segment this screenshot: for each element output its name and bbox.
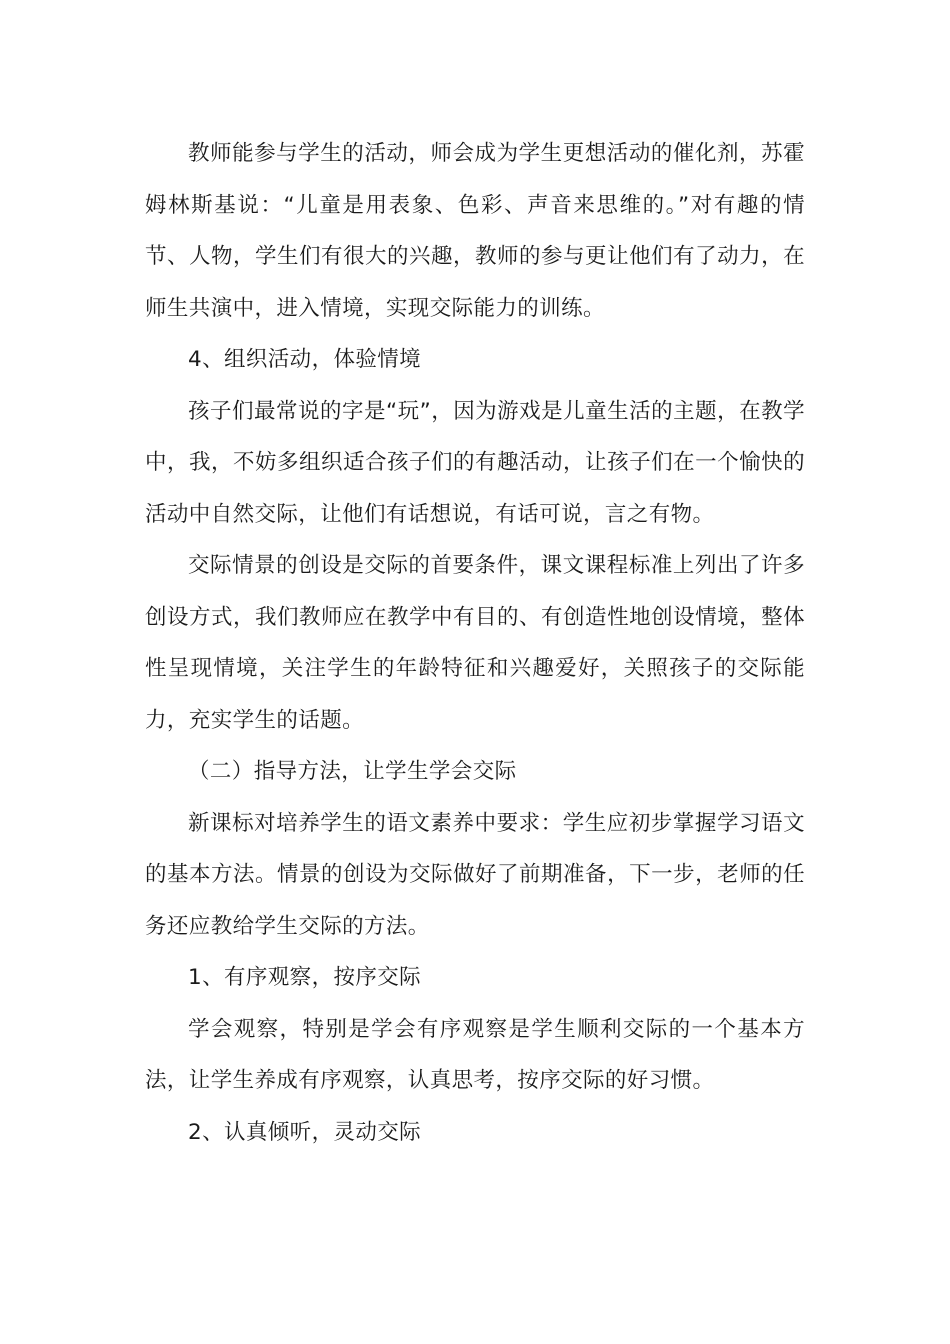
document-body bbox=[145, 128, 805, 1158]
section-heading: （二）指导方法，让学生学会交际 bbox=[188, 759, 517, 784]
section-heading: 2、认真倾听，灵动交际 bbox=[188, 1119, 422, 1145]
paragraph: 孩子们最常说的字是“玩”，因为游戏是儿童生活的主题，在教学中，我，不妨多组织适合孩子们的有趣活动，让孩子们在一个愉快的活动中自然交际，让他们有话想说，有话可说，言之有物。 bbox=[145, 398, 805, 527]
section-heading: 1、有序观察，按序交际 bbox=[188, 965, 422, 990]
paragraph: 学会观察，特别是学会有序观察是学生顺利交际的一个基本方法，让学生养成有序观察，认真思考，按序交际的好习惯。 bbox=[145, 1016, 805, 1093]
paragraph: 交际情景的创设是交际的首要条件，课文课程标准上列出了许多创设方式，我们教师应在教学中有目的、有创造性地创设情境，整体性呈现情境，关注学生的年龄特征和兴趣爱好，关照孩子的交际能力，充实学生的话题。 bbox=[145, 553, 805, 733]
section-heading: 4、组织活动，体验情境 bbox=[188, 347, 422, 372]
paragraph: 新课标对培养学生的语文素养中要求：学生应初步掌握学习语文的基本方法。情景的创设为交际做好了前期准备，下一步，老师的任务还应教给学生交际的方法。 bbox=[145, 810, 805, 939]
paragraph: 教师能参与学生的活动，师会成为学生更想活动的催化剂，苏霍姆林斯基说：“儿童是用表象、色彩、声音来思维的。”对有趣的情节、人物，学生们有很大的兴趣，教师的参与更让他们有了动力，在师生共演中，进入情境，实现交际能力的训练。 bbox=[145, 141, 805, 321]
